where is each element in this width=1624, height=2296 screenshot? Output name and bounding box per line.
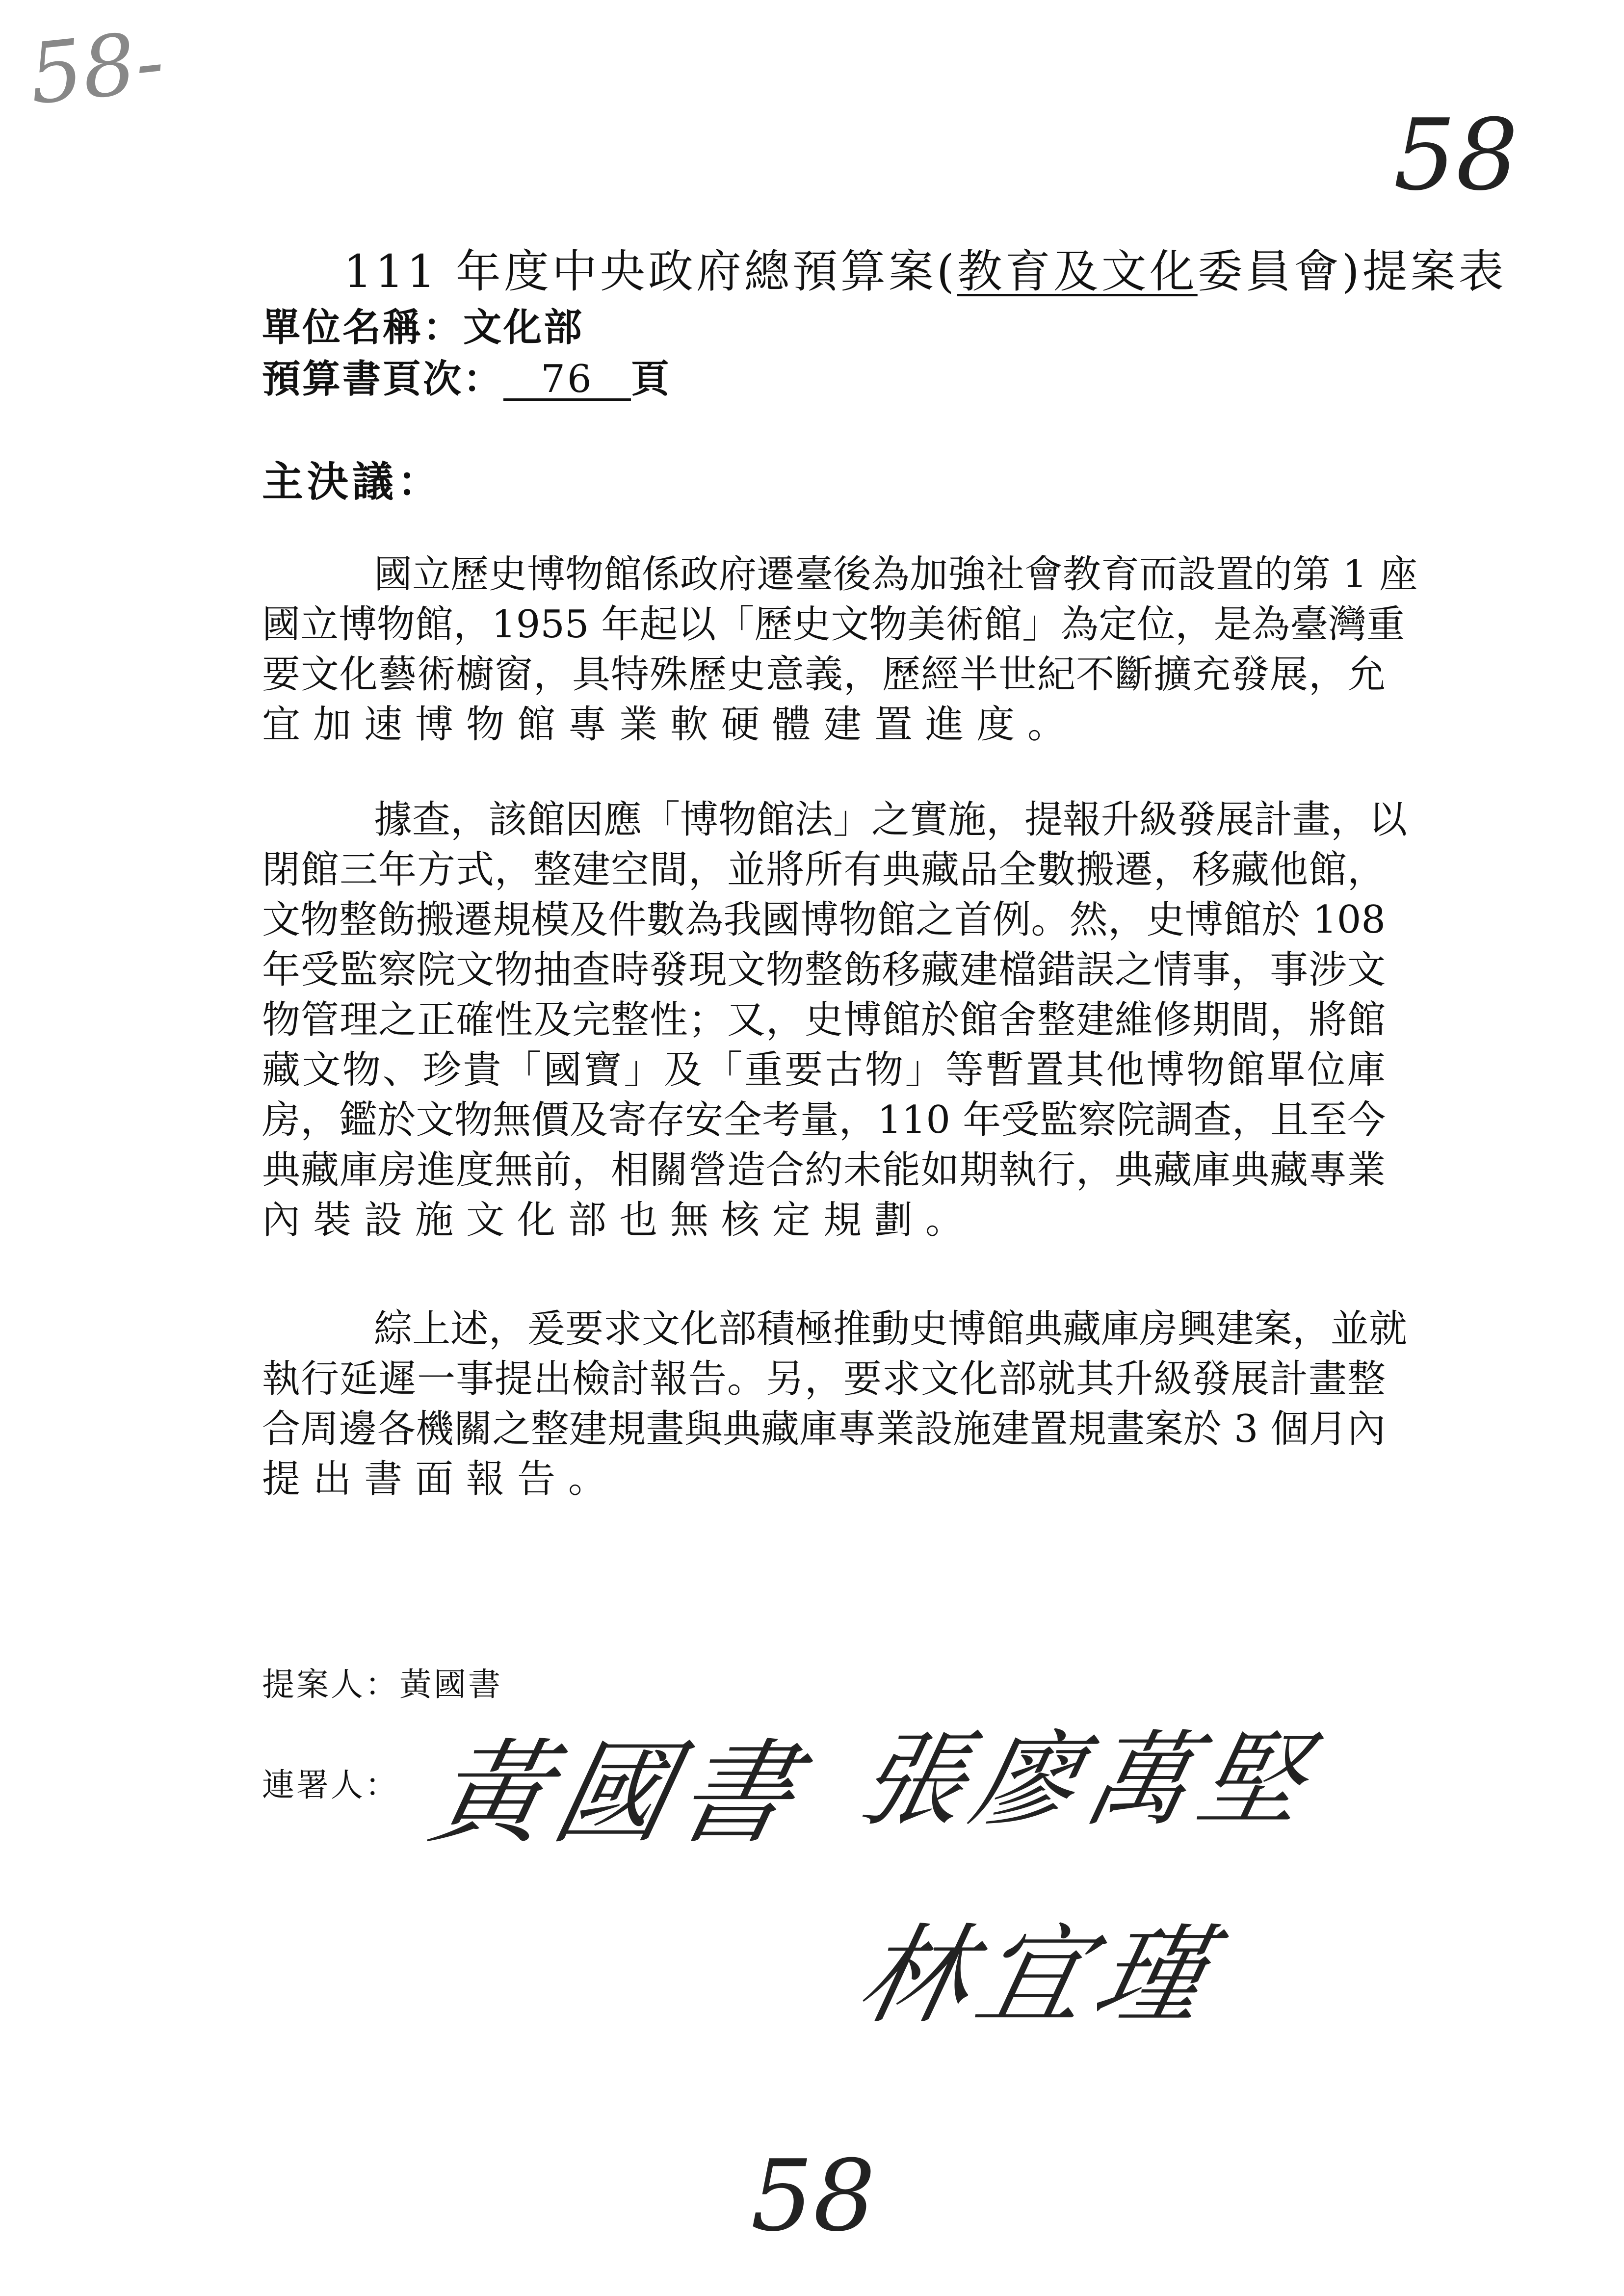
main-resolution-heading: 主決議： [262, 457, 443, 506]
paragraph-3 [262, 1304, 1408, 1504]
handwritten-page-number-bottom: 58 [751, 2139, 876, 2253]
signature-1: 黃國書 [420, 1728, 816, 1859]
budget-page-label: 預算書頁次： [262, 357, 504, 401]
proposer-label: 提案人： [262, 1666, 399, 1703]
paragraph-line: 據查，該館因應「博物館法」之實施，提報升級發展計畫，以 [374, 798, 1408, 842]
paragraph-line: 房，鑑於文物無價及寄存安全考量，110 年受監察院調查，且至今 [262, 1098, 1386, 1142]
title-suffix: 委員會)提案表 [1197, 245, 1507, 298]
paragraph-line: 文物整飭搬遷規模及件數為我國博物館之首例。然，史博館於 108 [262, 898, 1386, 942]
signature-2: 張廖萬堅 [849, 1720, 1326, 1840]
paragraph-line: 年受監察院文物抽查時發現文物整飭移藏建檔錯誤之情事，事涉文 [262, 948, 1386, 992]
document-title [343, 235, 1507, 300]
title-prefix: 111 年度中央政府總預算案( [343, 245, 957, 298]
unit-name-value: 文化部 [463, 305, 584, 350]
paragraph-line: 國立歷史博物館係政府遷臺後為加強社會教育而設置的第 1 座 [374, 552, 1418, 597]
unit-name-row [262, 297, 584, 352]
budget-page-row [262, 348, 671, 403]
handwritten-page-number-top-right: 58 [1393, 98, 1519, 212]
title-committee: 教育及文化 [957, 245, 1198, 298]
paragraph-line: 合周邊各機關之整建規畫與典藏庫專業設施建置規畫案於 3 個月內 [262, 1407, 1386, 1451]
paragraph-line: 物管理之正確性及完整性；又，史博館於館舍整建維修期間，將館 [262, 998, 1386, 1042]
cosigner-label: 連署人： [262, 1766, 399, 1804]
budget-page-value: 76 [503, 360, 631, 401]
paragraph-line: 典藏庫房進度無前，相關營造合約未能如期執行，典藏庫典藏專業 [262, 1148, 1386, 1192]
paragraph-line: 綜上述，爰要求文化部積極推動史博館典藏庫房興建案，並就 [374, 1307, 1408, 1351]
signature-3: 林宜瑾 [848, 1913, 1229, 2038]
paragraph-line: 提出書面報告。 [262, 1457, 620, 1501]
paragraph-line: 要文化藝術櫥窗，具特殊歷史意義，歷經半世紀不斷擴充發展，允 [262, 652, 1386, 697]
handwritten-page-number-top-left: 58- [25, 13, 169, 124]
paragraph-line: 國立博物館，1955 年起以「歷史文物美術館」為定位，是為臺灣重 [262, 602, 1405, 647]
proposer-row [262, 1658, 502, 1705]
unit-name-label: 單位名稱： [262, 305, 464, 350]
paragraph-line: 藏文物、珍貴「國寶」及「重要古物」等暫置其他博物館單位庫 [262, 1048, 1386, 1092]
paragraph-line: 宜加速博物館專業軟硬體建置進度。 [262, 703, 1079, 747]
proposer-name: 黃國書 [399, 1666, 502, 1703]
paragraph-1 [262, 549, 1418, 750]
paragraph-2 [262, 795, 1408, 1245]
paragraph-line: 執行延遲一事提出檢討報告。另，要求文化部就其升級發展計畫整 [262, 1357, 1386, 1401]
paragraph-line: 閉館三年方式，整建空間，並將所有典藏品全數搬遷，移藏他館， [262, 848, 1386, 892]
paragraph-line: 內裝設施文化部也無核定規劃。 [262, 1198, 977, 1242]
budget-page-suffix: 頁 [631, 357, 672, 401]
